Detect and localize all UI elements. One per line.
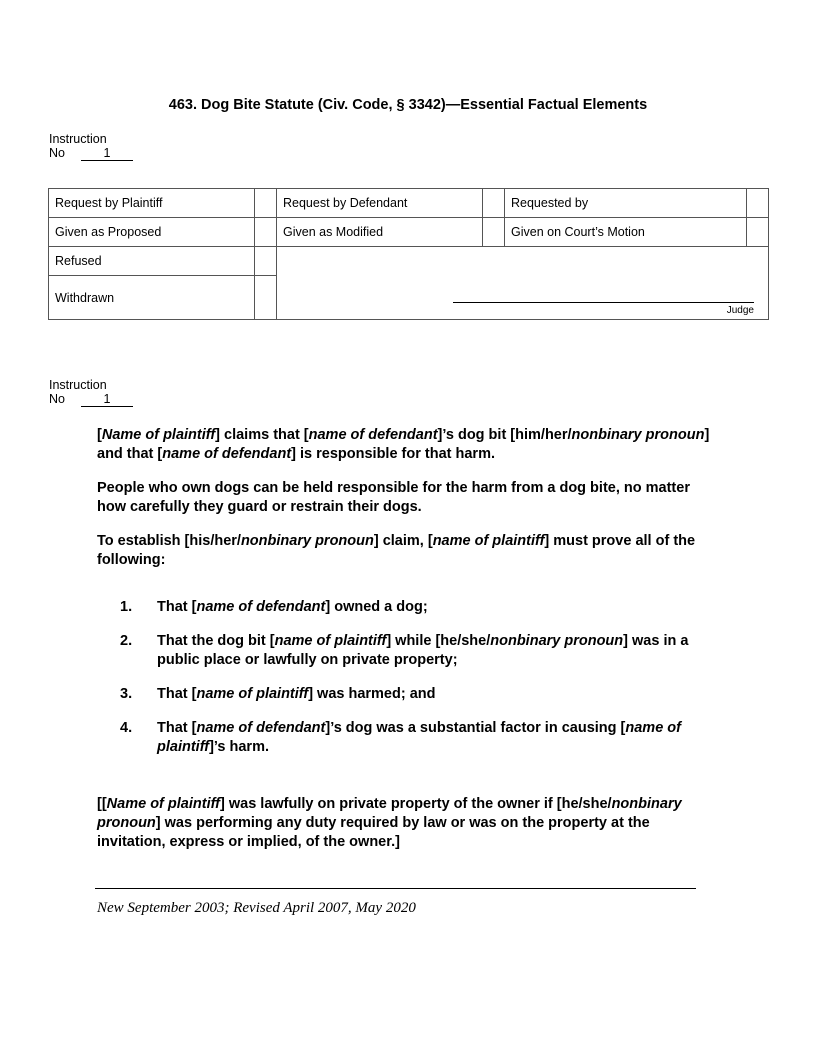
withdrawn-checkbox[interactable] [255, 276, 277, 320]
page-title: 463. Dog Bite Statute (Civ. Code, § 3342)—Essential Factual Elements [168, 97, 648, 113]
judge-label: Judge [726, 305, 754, 316]
paragraph-private-property-note: [[Name of plaintiff] was lawfully on private property of the owner if [he/she/nonbinary pronoun] was performing any duty required by law or was on the property at the invitation, express or implied, of the owner.] [97, 796, 682, 850]
instruction-number-block-top [49, 132, 133, 161]
given-as-modified-label: Given as Modified [277, 218, 483, 247]
given-as-proposed-label: Given as Proposed [49, 218, 255, 247]
request-by-plaintiff-checkbox[interactable] [255, 189, 277, 218]
instruction-label: Instruction [49, 378, 107, 392]
instruction-no-row [49, 392, 133, 407]
judge-signature-line[interactable] [453, 302, 754, 303]
instruction-number-block-bottom [49, 378, 133, 407]
judge-signature-area [277, 247, 769, 320]
withdrawn-label: Withdrawn [49, 276, 255, 320]
divider [95, 888, 696, 889]
given-on-courts-motion-checkbox[interactable] [747, 218, 769, 247]
instruction-no-row [49, 146, 133, 161]
instruction-number: 1 [81, 393, 133, 407]
no-label: No [49, 392, 65, 406]
given-on-courts-motion-label: Given on Court’s Motion [505, 218, 747, 247]
refused-checkbox[interactable] [255, 247, 277, 276]
paragraph-claim: [Name of plaintiff] claims that [name of defendant]’s dog bit [him/her/nonbinary pronoun] and that [name of defendant] is responsible for that harm. [97, 427, 710, 462]
request-by-plaintiff-label: Request by Plaintiff [49, 189, 255, 218]
instruction-label: Instruction [49, 132, 107, 146]
requested-by-checkbox[interactable] [747, 189, 769, 218]
refused-label: Refused [49, 247, 255, 276]
given-as-modified-checkbox[interactable] [483, 218, 505, 247]
given-as-proposed-checkbox[interactable] [255, 218, 277, 247]
request-by-defendant-checkbox[interactable] [483, 189, 505, 218]
instruction-number: 1 [81, 147, 133, 161]
history-note: New September 2003; Revised April 2007, May 2020 [97, 900, 416, 916]
no-label: No [49, 146, 65, 160]
request-by-defendant-label: Request by Defendant [277, 189, 483, 218]
request-table [48, 188, 769, 320]
paragraph-responsibility: People who own dogs can be held responsible for the harm from a dog bite, no matter how carefully they guard or restrain their dogs. [97, 480, 690, 515]
paragraph-establish-claim: To establish [his/her/nonbinary pronoun] claim, [name of plaintiff] must prove all of the following: [97, 533, 696, 568]
requested-by-label: Requested by [505, 189, 747, 218]
